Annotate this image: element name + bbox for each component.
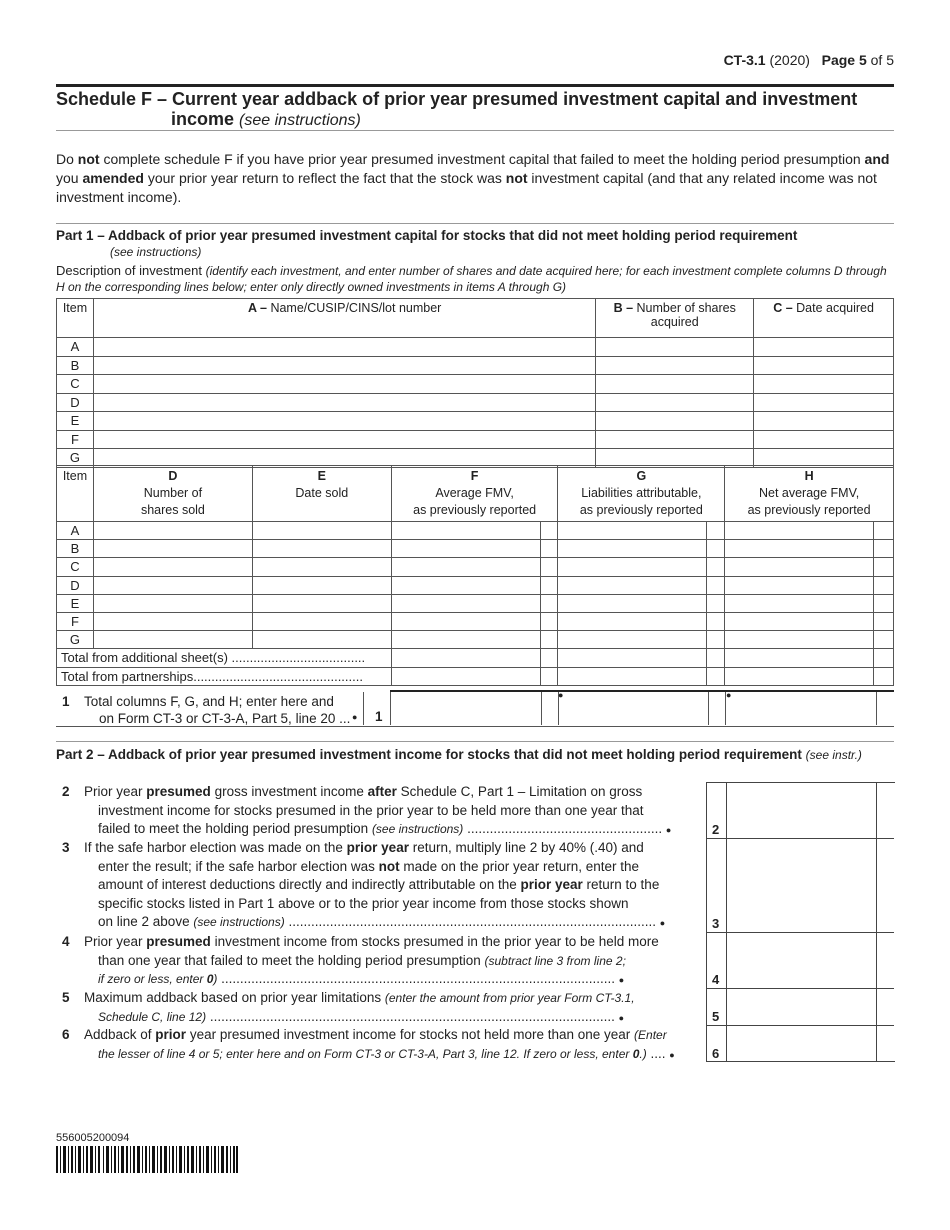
- line5: 5 Maximum addback based on prior year limitations (enter the amount from prior year Form CT-3.1, Schedule C, line 12) ............................................................................................................ ●: [62, 990, 635, 1024]
- line3: 3 If the safe harbor election was made on the prior year return, multiply line 2 by 40% (.40) and enter the result; if the safe harbor election was not made on the prior year return, enter the amount of interest deductions directly and indirectly attributable on the prior year return to the specific stocks listed in Part 1 above or to the prior year income from those stocks shown on line 2 above (see instructions) .................................................................................................. ●: [62, 840, 666, 929]
- total-additional-row: [57, 649, 894, 667]
- line1-text: Total columns F, G, and H; enter here and on Form CT-3 or CT-3-A, Part 5, line 20 ...: [84, 694, 351, 726]
- col-f-header: F Average FMV, as previously reported: [391, 466, 558, 522]
- table-row: D: [57, 393, 894, 412]
- table-row: E: [57, 412, 894, 431]
- part2-title: Part 2 – Addback of prior year presumed investment income for stocks that did not meet holding period requirement (see instr.): [56, 747, 862, 762]
- date-field-c[interactable]: [754, 375, 894, 394]
- total-partnerships-label: Total from partnerships...............................................: [57, 667, 392, 685]
- line1-g-dot: ●: [558, 690, 564, 700]
- table-row: G: [57, 631, 894, 649]
- line2-box-label: 2: [712, 822, 720, 837]
- col-b-header: B – Number of shares acquired: [596, 299, 754, 338]
- title-divider: [56, 130, 894, 131]
- line1-f-field[interactable]: [390, 692, 542, 725]
- schedule-title: [56, 89, 896, 131]
- date-field-f[interactable]: [754, 430, 894, 449]
- line1-number: 1: [62, 694, 70, 709]
- name-field-d[interactable]: [93, 393, 595, 412]
- part1-title: Part 1 – Addback of prior year presumed investment capital for stocks that did not meet holding period requirement: [56, 228, 798, 243]
- name-field-e[interactable]: [93, 412, 595, 431]
- name-field-f[interactable]: [93, 430, 595, 449]
- table-header-row: [57, 299, 894, 338]
- name-field-a[interactable]: [93, 338, 595, 357]
- form-id: CT-3.1: [723, 52, 766, 68]
- top-rule: [56, 84, 894, 87]
- schedule-title-cont: income: [171, 109, 235, 129]
- table-row: F: [57, 430, 894, 449]
- date-field-a[interactable]: [754, 338, 894, 357]
- shares-field-d[interactable]: [596, 393, 754, 412]
- total-additional-label: Total from additional sheet(s) .....................................: [57, 649, 392, 667]
- date-field-b[interactable]: [754, 356, 894, 375]
- schedule-title-note: (see instructions): [239, 112, 361, 129]
- form-year: (2020): [769, 52, 810, 68]
- name-field-c[interactable]: [93, 375, 595, 394]
- line3-field[interactable]: [727, 839, 876, 932]
- line4-field[interactable]: [727, 933, 876, 988]
- page-of: of 5: [870, 52, 894, 68]
- line4-box-label: 4: [712, 972, 720, 987]
- line1-g-field[interactable]: [558, 692, 709, 725]
- table-row: A: [57, 522, 894, 540]
- table-row: B: [57, 356, 894, 375]
- barcode-icon: [56, 1146, 238, 1173]
- shares-field-c[interactable]: [596, 375, 754, 394]
- table-row: C: [57, 375, 894, 394]
- line6: 6 Addback of prior year presumed investment income for stocks not held more than one year (Enter the lesser of line 4 or 5; enter here and on Form CT-3 or CT-3-A, Part 3, line 12. If zero or less, enter 0.) .... ●: [62, 1027, 675, 1061]
- shares-field-b[interactable]: [596, 356, 754, 375]
- page-label: Page 5: [821, 52, 867, 68]
- date-field-e[interactable]: [754, 412, 894, 431]
- col-h-header: H Net average FMV, as previously reported: [725, 466, 894, 522]
- total-partnerships-row: [57, 667, 894, 685]
- col-item-header: Item: [57, 466, 94, 522]
- part1-divider: [56, 223, 894, 224]
- name-field-b[interactable]: [93, 356, 595, 375]
- investment-description-table: [56, 298, 894, 468]
- part2-divider: [56, 741, 894, 742]
- col-e-header: E Date sold: [252, 466, 391, 522]
- table-row: D: [57, 576, 894, 594]
- table-row: E: [57, 594, 894, 612]
- line2-field[interactable]: [727, 783, 876, 838]
- line1-h-field[interactable]: [725, 692, 877, 725]
- line1-dot: ●: [352, 712, 358, 722]
- shares-field-a[interactable]: [596, 338, 754, 357]
- line6-field[interactable]: [727, 1026, 876, 1060]
- line6-box-label: 6: [712, 1046, 720, 1061]
- line5-box-label: 5: [712, 1009, 720, 1024]
- line2: 2 Prior year presumed gross investment income after Schedule C, Part 1 – Limitation on gross investment income for stocks presumed in the prior year to be held more than one year that failed to meet the holding period presumption (see instructions) .................................................... ●: [62, 784, 672, 836]
- description-of-investment: Description of investment (identify each investment, and enter number of shares and date acquired here; for each investment complete columns D through H on the corresponding lines below; enter only directly owned investments in items A through G): [56, 263, 887, 294]
- line1-h-dot: ●: [726, 690, 732, 700]
- col-a-header: A – Name/CUSIP/CINS/lot number: [93, 299, 595, 338]
- date-field-d[interactable]: [754, 393, 894, 412]
- table-row: G: [57, 449, 894, 468]
- line5-field[interactable]: [727, 989, 876, 1025]
- table-header-row: [57, 466, 894, 522]
- col-d-header: D Number of shares sold: [93, 466, 252, 522]
- shares-field-e[interactable]: [596, 412, 754, 431]
- col-c-header: C – Date acquired: [754, 299, 894, 338]
- col-item-header: Item: [57, 299, 94, 338]
- intro-paragraph: Do not complete schedule F if you have prior year presumed investment capital that failed to meet the holding period presumption and you amended your prior year return to reflect the fact that the stock was not investment capital (and that any related income was not investment income).: [56, 151, 890, 205]
- part1-note: (see instructions): [110, 245, 202, 259]
- table-row: A: [57, 338, 894, 357]
- line3-box-label: 3: [712, 916, 720, 931]
- col-g-header: G Liabilities attributable, as previously reported: [558, 466, 725, 522]
- schedule-title-text: Schedule F – Current year addback of prior year presumed investment capital and investment: [56, 89, 858, 109]
- form-header: [724, 52, 894, 68]
- line4: 4 Prior year presumed investment income from stocks presumed in the prior year to be held more than one year that failed to meet the holding period presumption (subtract line 3 from line 2; if zero or less, enter 0) ......................................................................................................... ●: [62, 934, 659, 986]
- table-row: F: [57, 612, 894, 630]
- amounts-table: [56, 465, 894, 686]
- table-row: B: [57, 540, 894, 558]
- shares-field-f[interactable]: [596, 430, 754, 449]
- barcode-number: 556005200094: [56, 1132, 130, 1144]
- line1-box: 1: [363, 692, 392, 725]
- line1-row: [56, 692, 894, 727]
- table-row: C: [57, 558, 894, 576]
